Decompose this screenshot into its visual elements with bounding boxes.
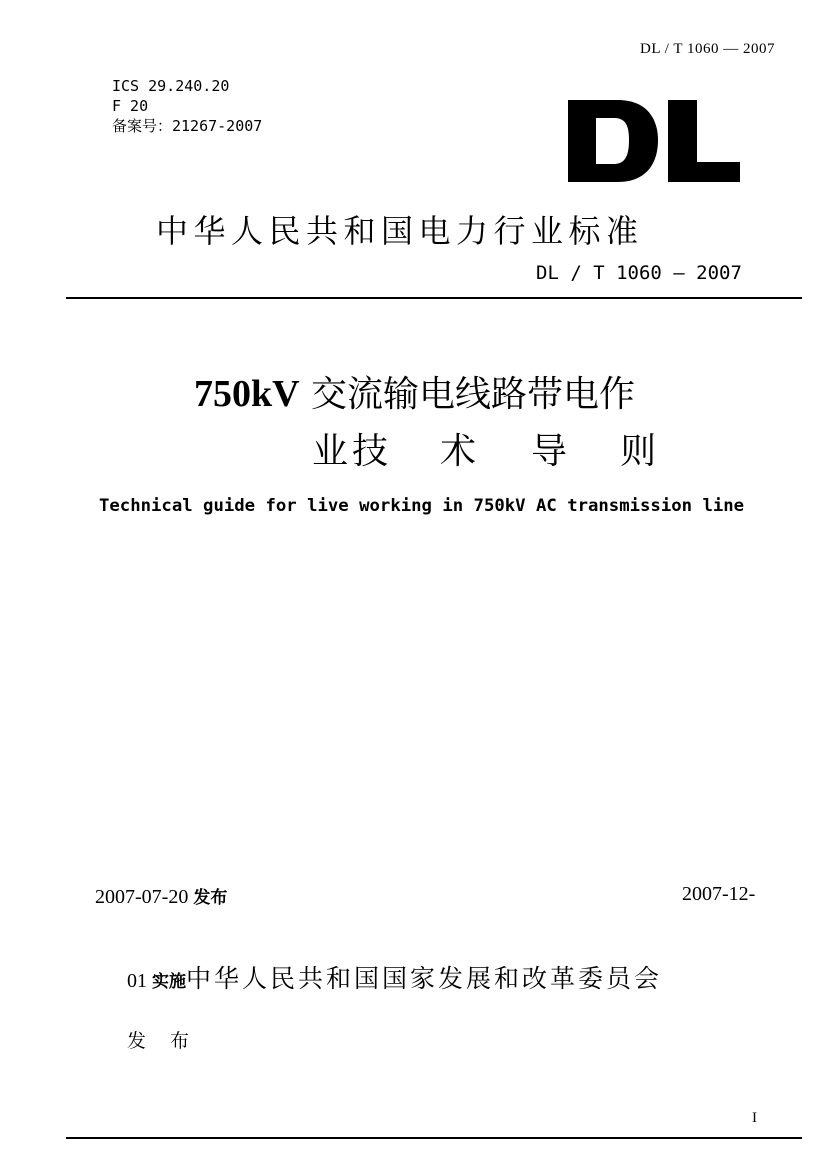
page-number: I [752, 1110, 757, 1126]
title-cn-line1-text: 交流输电线路带电作 [299, 374, 636, 415]
dl-logo-letter-d [568, 100, 658, 182]
organization-title: 中华人民共和国电力行业标准 [156, 212, 644, 250]
implement-date-part1: 2007-12- [682, 883, 756, 905]
classification-code: F 20 [112, 97, 149, 115]
title-cn-line2 [312, 423, 656, 474]
title-char-4: 导 [531, 431, 568, 472]
top-divider [66, 297, 802, 299]
title-char-5: 则 [620, 431, 657, 472]
publish-label: 发布 [127, 1030, 214, 1052]
dl-logo [566, 96, 742, 184]
title-char-3: 术 [440, 431, 477, 472]
title-voltage: 750kV [194, 373, 300, 415]
issuer-name: 中华人民共和国国家发展和改革委员会 [186, 964, 663, 993]
issue-date: 2007-07-20 [95, 886, 189, 908]
implement-line [127, 959, 662, 995]
title-english: Technical guide for live working in 750kV AC transmission line [99, 496, 745, 516]
bottom-divider [66, 1137, 802, 1139]
implement-date-part2: 01 [127, 970, 147, 992]
implement-label: 实施 [152, 972, 186, 992]
title-char-1: 业 [312, 431, 349, 472]
issue-date-line [95, 883, 227, 909]
meta-block [112, 76, 262, 136]
issue-label: 发布 [193, 888, 228, 908]
dl-logo-letter-l [668, 100, 740, 182]
ics-code: ICS 29.240.20 [112, 77, 230, 95]
record-number: 备案号：21267-2007 [112, 117, 263, 135]
title-cn-line1 [194, 366, 635, 417]
header-standard-code: DL / T 1060 — 2007 [640, 41, 775, 57]
title-char-2: 技 [352, 431, 389, 472]
standard-number: DL / T 1060 — 2007 [536, 262, 742, 284]
